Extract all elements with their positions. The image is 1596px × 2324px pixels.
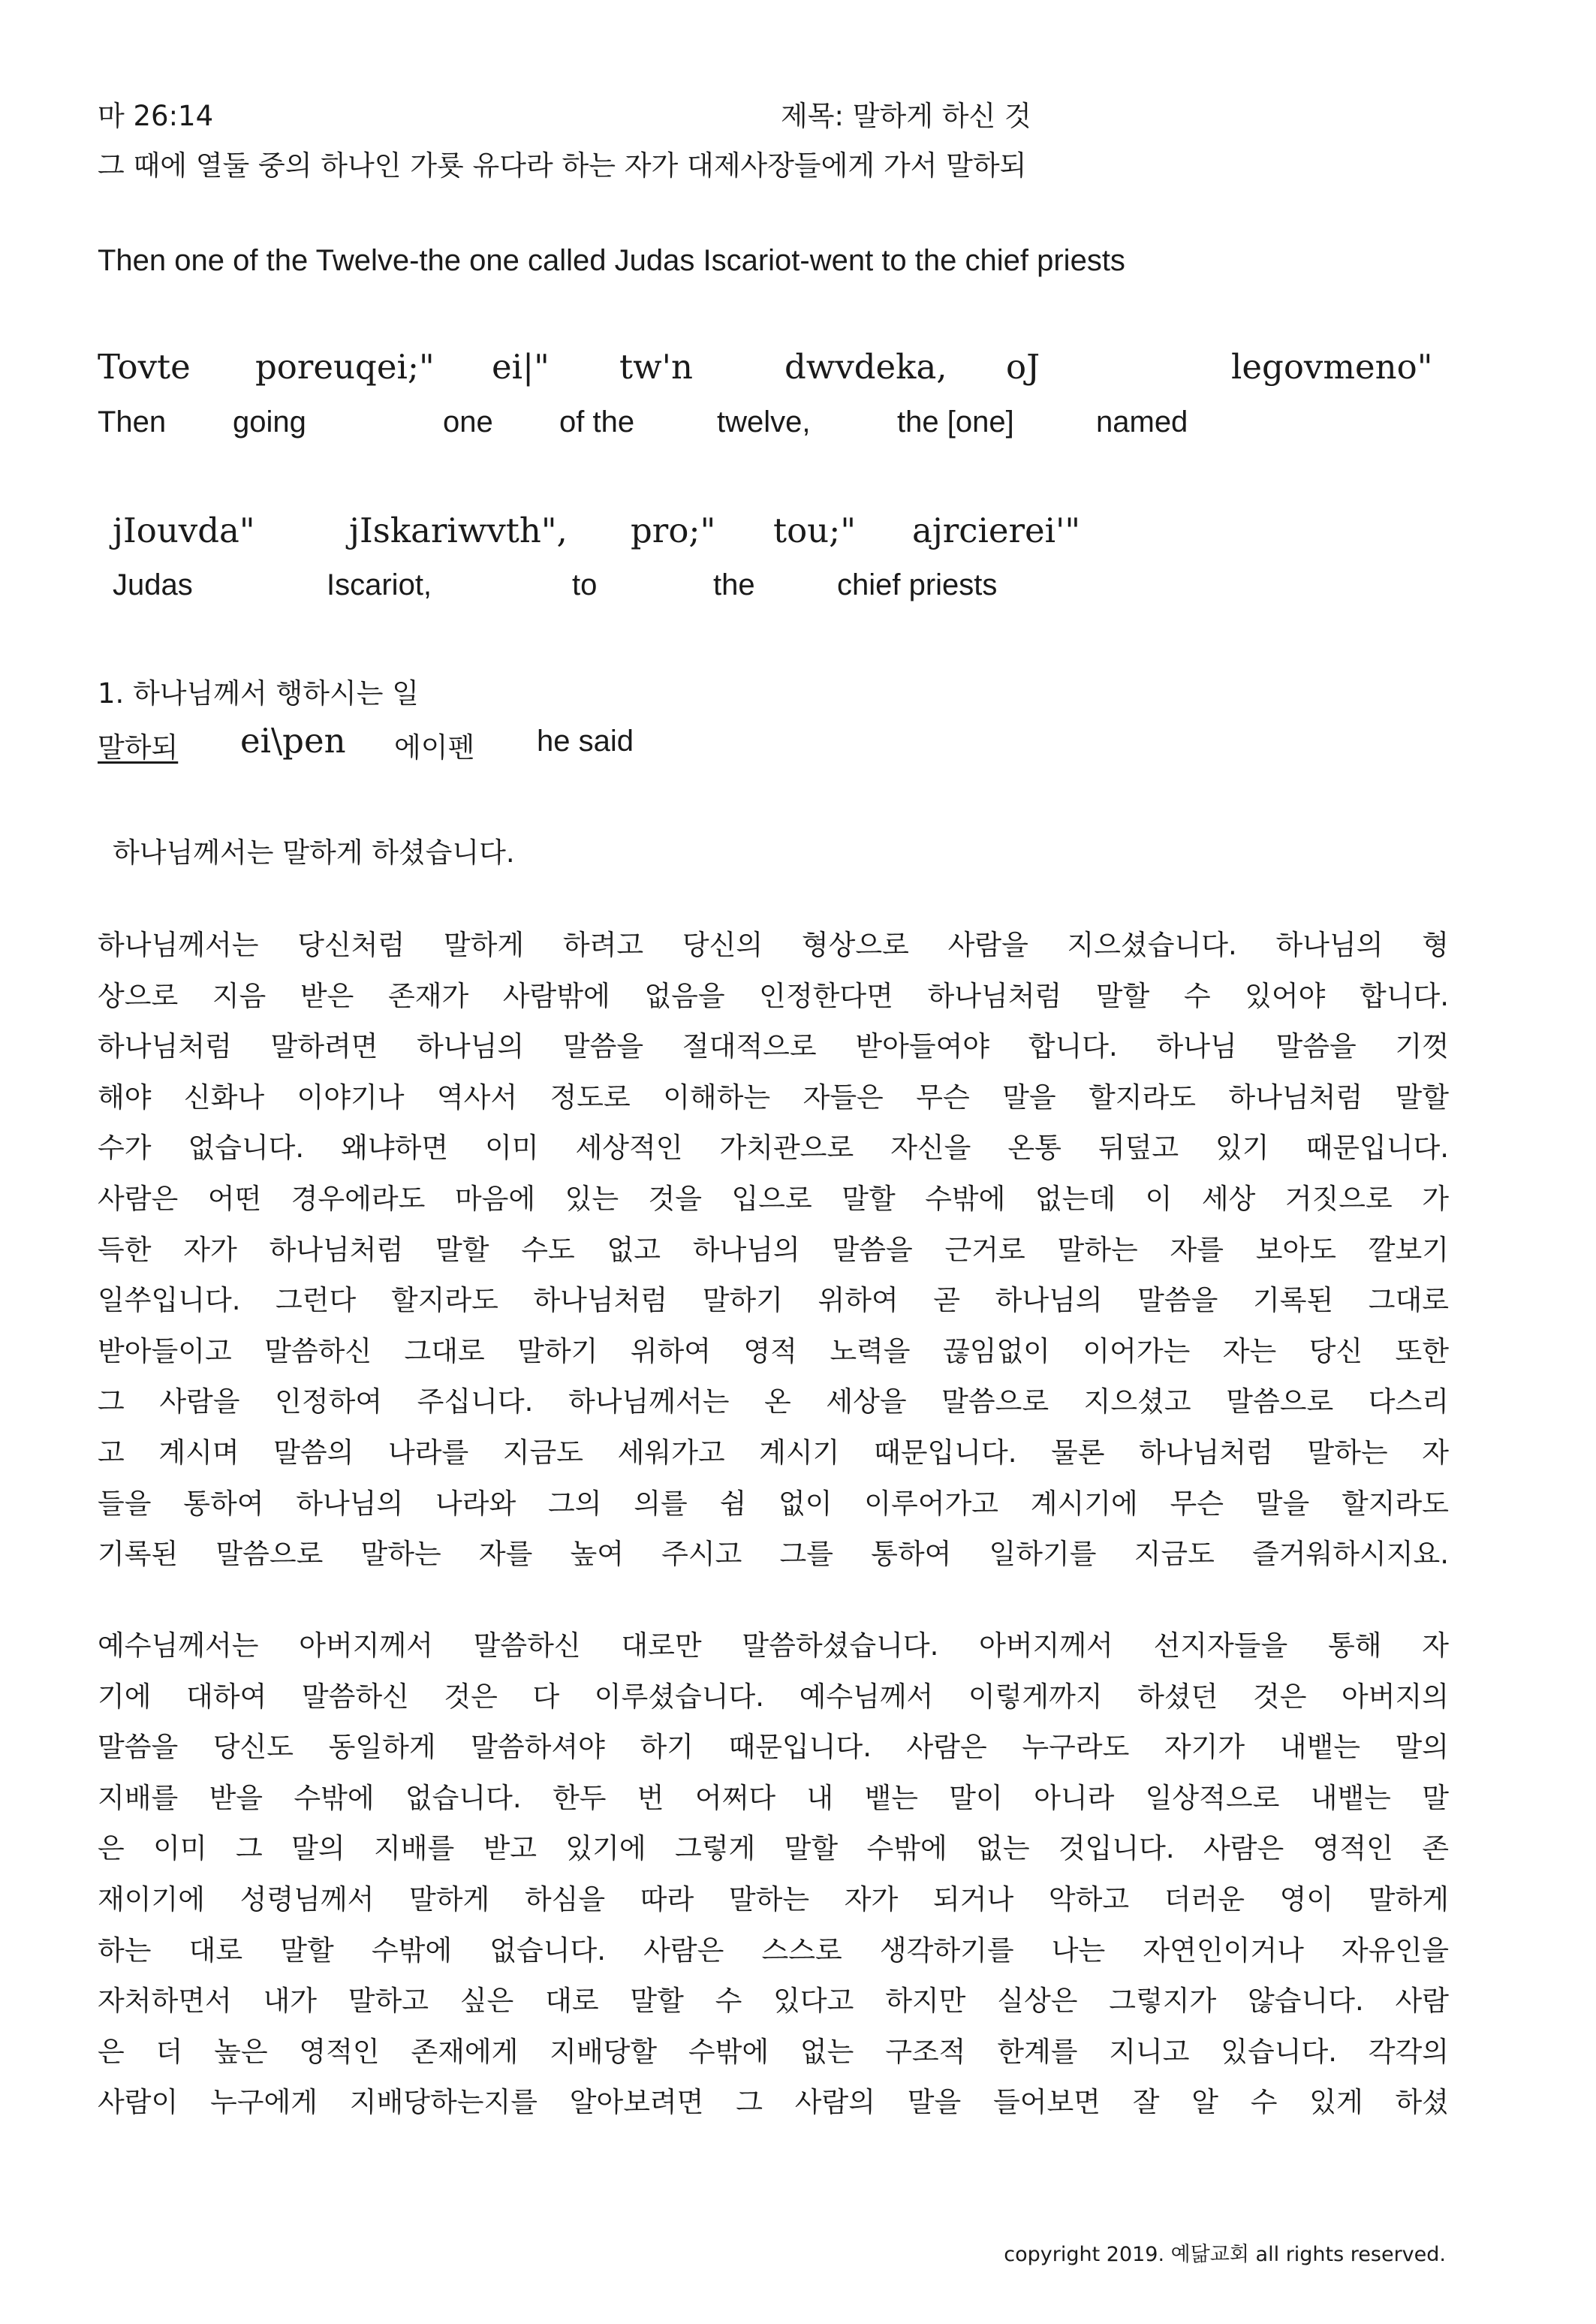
greek-word: poreuqei;" <box>255 347 435 387</box>
paragraph-line: 사람이 누구에게 지배당하는지를 알아보려면 그 사람의 말을 들어보면 잘 알 수 있게 하셨 <box>98 2086 1449 2119</box>
gloss-word: Iscariot, <box>327 568 432 601</box>
word-study-english: he said <box>537 725 634 758</box>
copyright-footer: copyright 2019. 예닮교회 all rights reserved. <box>1004 2243 1446 2266</box>
paragraph-line: 들을 통하여 하나님의 나라와 그의 의를 쉼 없이 이루어가고 계시기에 무슨 말을 할지라도 <box>98 1487 1449 1520</box>
paragraph-line: 받아들이고 말씀하신 그대로 말하기 위하여 영적 노력을 끊임없이 이어가는 자는 당신 또한 <box>98 1334 1449 1367</box>
paragraph-line: 그 사람을 인정하여 주십니다. 하나님께서는 온 세상을 말씀으로 지으셨고 말씀으로 다스리 <box>98 1385 1449 1418</box>
paragraph-line: 하나님께서는 당신처럼 말하게 하려고 당신의 형상으로 사람을 지으셨습니다. 하나님의 형 <box>98 929 1449 961</box>
paragraph-line: 기록된 말씀으로 말하는 자를 높여 주시고 그를 통하여 일하기를 지금도 즐거워하시지요. <box>98 1538 1449 1571</box>
greek-word: tou;" <box>773 511 857 550</box>
section-lead: 하나님께서는 말하게 하셨습니다. <box>113 836 515 869</box>
greek-word: Tovte <box>98 347 191 387</box>
gloss-word: the [one] <box>897 405 1014 439</box>
paragraph-2 <box>98 1620 1449 2128</box>
gloss-word: named <box>1096 405 1188 439</box>
paragraph-line: 예수님께서는 아버지께서 말씀하신 대로만 말씀하셨습니다. 아버지께서 선지자들을 통해 자 <box>98 1629 1449 1662</box>
greek-word: legovmeno" <box>1231 347 1433 387</box>
paragraph-line: 하나님처럼 말하려면 하나님의 말씀을 절대적으로 받아들여야 합니다. 하나님 말씀을 기껏 <box>98 1030 1449 1063</box>
gloss-word: twelve, <box>717 405 811 439</box>
word-study-transliteration: 에이펜 <box>394 731 475 764</box>
paragraph-line: 기에 대하여 말씀하신 것은 다 이루셨습니다. 예수님께서 이렇게까지 하셨던 것은 아버지의 <box>98 1680 1449 1713</box>
paragraph-line: 득한 자가 하나님처럼 말할 수도 없고 하나님의 말씀을 근거로 말하는 자를 보아도 깔보기 <box>98 1233 1449 1266</box>
greek-word: ei|" <box>492 347 550 387</box>
verse-korean: 그 때에 열둘 중의 하나인 가룟 유다라 하는 자가 대제사장들에게 가서 말하되 <box>98 149 1027 182</box>
gloss-word: the <box>713 568 755 601</box>
gloss-word: Judas <box>113 568 193 601</box>
gloss-word: going <box>233 405 306 439</box>
gloss-word: one <box>443 405 493 439</box>
paragraph-line: 해야 신화나 이야기나 역사서 정도로 이해하는 자들은 무슨 말을 할지라도 하나님처럼 말할 <box>98 1081 1449 1114</box>
verse-english: Then one of the Twelve-the one called Judas Iscariot-went to the chief priests <box>98 244 1125 277</box>
paragraph-line: 말씀을 당신도 동일하게 말씀하셔야 하기 때문입니다. 사람은 누구라도 자기가 내뱉는 말의 <box>98 1731 1449 1764</box>
paragraph-line: 일쑤입니다. 그런다 할지라도 하나님처럼 말하기 위하여 곧 하나님의 말씀을 기록된 그대로 <box>98 1284 1449 1317</box>
paragraph-line: 자처하면서 내가 말하고 싶은 대로 말할 수 있다고 하지만 실상은 그렇지가 않습니다. 사람 <box>98 1985 1449 2018</box>
paragraph-line: 은 이미 그 말의 지배를 받고 있기에 그렇게 말할 수밖에 없는 것입니다. 사람은 영적인 존 <box>98 1832 1449 1865</box>
paragraph-line: 사람은 어떤 경우에라도 마음에 있는 것을 입으로 말할 수밖에 없는데 이 세상 거짓으로 가 <box>98 1182 1449 1215</box>
greek-word: ajrcierei'" <box>912 511 1081 550</box>
paragraph-line: 수가 없습니다. 왜냐하면 이미 세상적인 가치관으로 자신을 온통 뒤덮고 있기 때문입니다. <box>98 1132 1449 1165</box>
gloss-word: of the <box>559 405 635 439</box>
section-heading: 1. 하나님께서 행하시는 일 <box>98 677 420 710</box>
greek-word: pro;" <box>631 511 716 550</box>
greek-word: tw'n <box>619 347 693 387</box>
paragraph-line: 상으로 지음 받은 존재가 사람밖에 없음을 인정한다면 하나님처럼 말할 수 있어야 합니다. <box>98 979 1449 1012</box>
paragraph-1 <box>98 920 1449 1630</box>
gloss-word: chief priests <box>837 568 998 601</box>
word-study-korean: 말하되 <box>98 731 179 764</box>
paragraph-line: 은 더 높은 영적인 존재에게 지배당할 수밖에 없는 구조적 한계를 지니고 있습니다. 각각의 <box>98 2035 1449 2068</box>
paragraph-line: 고 계시며 말씀의 나라를 지금도 세워가고 계시기 때문입니다. 물론 하나님처럼 말하는 자 <box>98 1436 1449 1469</box>
verse-reference: 마 26:14 <box>98 100 214 132</box>
greek-word: jIskariwvth", <box>349 511 568 550</box>
greek-word: oJ <box>1006 347 1040 387</box>
sermon-title: 제목: 말하게 하신 것 <box>781 100 1031 132</box>
paragraph-line: 하는 대로 말할 수밖에 없습니다. 사람은 스스로 생각하기를 나는 자연인이거나 자유인을 <box>98 1934 1449 1967</box>
greek-word: dwvdeka, <box>784 347 947 387</box>
gloss-word: to <box>572 568 598 601</box>
paragraph-line: 지배를 받을 수밖에 없습니다. 한두 번 어쩌다 내 뱉는 말이 아니라 일상적으로 내뱉는 말 <box>98 1781 1449 1814</box>
greek-word: jIouvda" <box>113 511 255 550</box>
paragraph-line: 재이기에 성령님께서 말하게 하심을 따라 말하는 자가 되거나 악하고 더러운 영이 말하게 <box>98 1882 1449 1916</box>
gloss-word: Then <box>98 405 167 439</box>
word-study-greek: ei\pen <box>240 721 346 761</box>
